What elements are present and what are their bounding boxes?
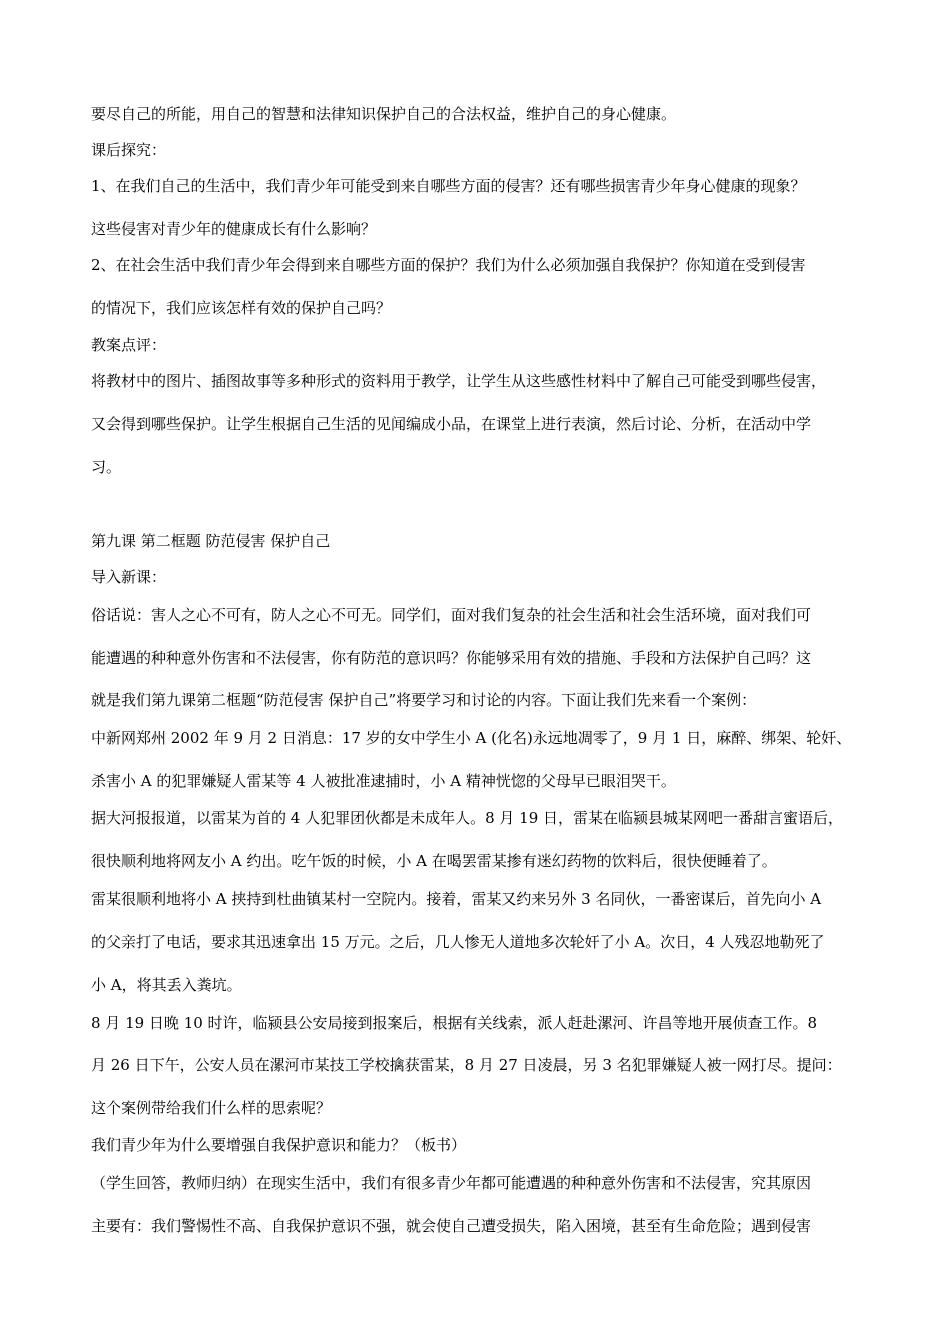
paragraph-line: 就是我们第九课第二框题“防范侵害 保护自己”将要学习和讨论的内容。下面让我们先来看一个案例： [91,691,757,709]
paragraph-line: 我们青少年为什么要增强自我保护意识和能力？（板书） [91,1136,467,1154]
paragraph-line: 的父亲打了电话，要求其迅速拿出 15 万元。之后，几人惨无人道地多次轮奸了小 A。次日，4 人残忍地勒死了 [91,933,825,951]
paragraph-line: 很快顺利地将网友小 A 约出。吃午饭的时候，小 A 在喝罢雷某掺有迷幻药物的饮料后，很快便睡着了。 [91,852,777,870]
paragraph-line: 2、在社会生活中我们青少年会得到来自哪些方面的保护？我们为什么必须加强自我保护？你知道在受到侵害 [91,256,806,274]
paragraph-line: 小 A，将其丢入粪坑。 [91,976,242,994]
paragraph-line: 又会得到哪些保护。让学生根据自己生活的见闻编成小品，在课堂上进行表演，然后讨论、分析，在活动中学 [91,415,812,433]
paragraph-line: （学生回答，教师归纳）在现实生活中，我们有很多青少年都可能遭遇的种种意外伤害和不法侵害，究其原因 [91,1174,812,1192]
paragraph-line: 主要有：我们警惕性不高、自我保护意识不强，就会使自己遭受损失，陷入困境，甚至有生命危险；遇到侵害 [91,1217,812,1235]
paragraph-line: 8 月 19 日晚 10 时许，临颍县公安局接到报案后，根据有关线索，派人赶赴漯河、许昌等地开展侦查工作。8 [91,1014,818,1032]
paragraph-line: 中新网郑州 2002 年 9 月 2 日消息：17 岁的女中学生小 A (化名)永远地凋零了，9 月 1 日，麻醉、绑架、轮奸、 [91,729,852,747]
paragraph-line: 习。 [91,458,122,476]
paragraph-line: 这些侵害对青少年的健康成长有什么影响？ [91,220,377,238]
paragraph-line: 杀害小 A 的犯罪嫌疑人雷某等 4 人被批准逮捕时，小 A 精神恍惚的父母早已眼泪哭干。 [91,772,676,790]
paragraph-line: 月 26 日下午，公安人员在漯河市某技工学校擒获雷某，8 月 27 日凌晨，另 3 名犯罪嫌疑人被一网打尽。提问： [91,1056,842,1074]
paragraph-line: 能遭遇的种种意外伤害和不法侵害，你有防范的意识吗？你能够采用有效的措施、手段和方法保护自己吗？这 [91,649,812,667]
paragraph-line: 要尽自己的所能，用自己的智慧和法律知识保护自己的合法权益，维护自己的身心健康。 [91,105,677,123]
paragraph-line: 1、在我们自己的生活中，我们青少年可能受到来自哪些方面的侵害？还有哪些损害青少年身心健康的现象？ [91,177,806,195]
paragraph-line: 雷某很顺利地将小 A 挟持到杜曲镇某村一空院内。接着，雷某又约来另外 3 名同伙，一番密谋后，首先向小 A [91,890,822,908]
section-heading: 教案点评： [91,336,167,354]
paragraph-line: 据大河报报道，以雷某为首的 4 人犯罪团伙都是未成年人。8 月 19 日，雷某在临颍县城某网吧一番甜言蜜语后， [91,809,844,827]
lesson-title: 第九课 第二框题 防范侵害 保护自己 [91,532,331,550]
paragraph-line: 这个案例带给我们什么样的思索呢？ [91,1099,332,1117]
paragraph-line: 将教材中的图片、插图故事等多种形式的资料用于教学，让学生从这些感性材料中了解自己可能受到哪些侵害， [91,372,827,390]
paragraph-line: 的情况下，我们应该怎样有效的保护自己吗？ [91,299,392,317]
section-heading: 导入新课： [91,568,167,586]
section-heading: 课后探究： [91,141,167,159]
paragraph-line: 俗话说：害人之心不可有，防人之心不可无。同学们，面对我们复杂的社会生活和社会生活环境，面对我们可 [91,606,812,624]
